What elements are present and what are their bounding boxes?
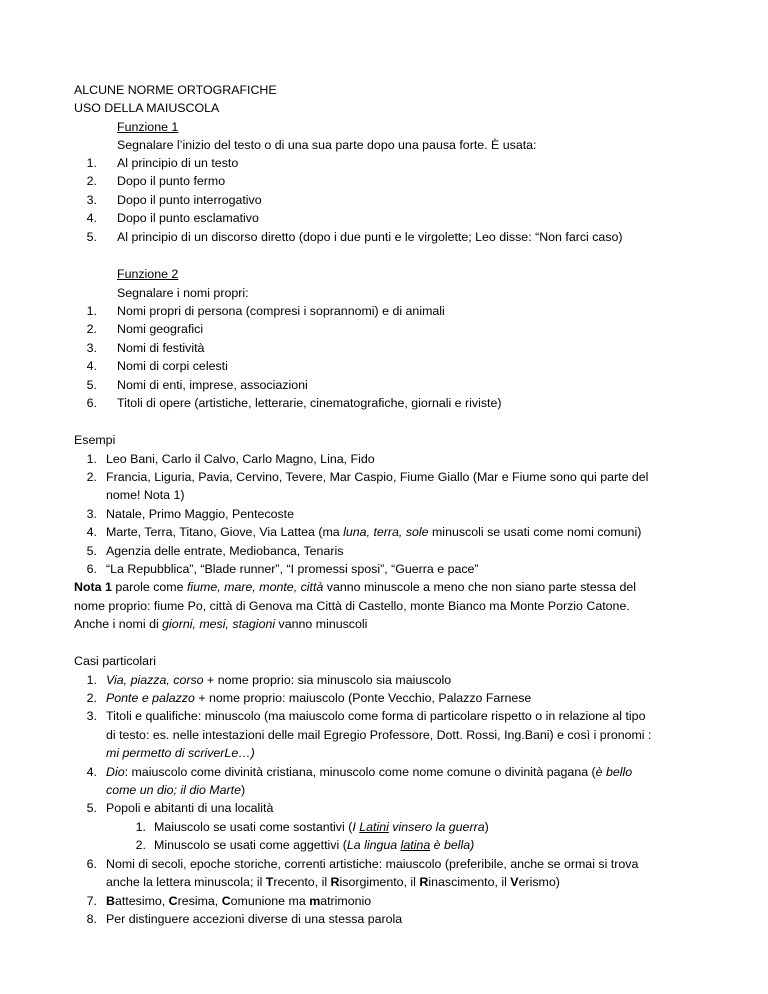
list-number: 8. [86, 912, 97, 926]
text-run: + nome proprio: sia minuscolo sia maiuscolo [203, 673, 452, 687]
list-item: Per distinguere accezioni diverse di una stessa parola [106, 912, 403, 926]
sublist-item [154, 837, 474, 853]
list-item: Al principio di un testo [117, 156, 239, 170]
bold-initial: B [106, 894, 115, 908]
text-run: vanno minuscole a meno che non siano parte stessa del [323, 580, 637, 594]
italic-run: I [352, 820, 360, 834]
text-run: Minuscolo se usati come aggettivi ( [154, 838, 347, 852]
list-item: Nomi di enti, imprese, associazioni [117, 378, 308, 392]
list-item: Agenzia delle entrate, Mediobanca, Tenaris [106, 544, 344, 558]
italic-run: fiume, mare, monte, città [186, 580, 324, 594]
esempi-heading: Esempi [74, 433, 116, 447]
list-item: Dopo il punto interrogativo [117, 193, 262, 207]
list-item [106, 893, 371, 909]
list-number: 2. [86, 174, 97, 188]
list-item: Titoli di opere (artistiche, letterarie, cinematografiche, giornali e riviste) [117, 396, 502, 410]
list-number: 2. [86, 691, 97, 705]
text-run: vanno minuscoli [275, 617, 368, 631]
underlined-italic-run: latina [400, 838, 431, 852]
text-run: isorgimento, il [339, 875, 420, 889]
casi-heading: Casi particolari [74, 654, 156, 668]
text-run: atrimonio [320, 894, 372, 908]
list-number: 2. [86, 322, 97, 336]
text-run: Marte, Terra, Titano, Giove, Via Lattea (ma [106, 525, 344, 539]
text-run: erismo) [518, 875, 560, 889]
list-number: 4. [86, 765, 97, 779]
text-run: attesimo, [114, 894, 169, 908]
bold-initial: T [265, 875, 274, 889]
text-run: inascimento, il [428, 875, 511, 889]
list-item-continuation [106, 782, 245, 798]
list-item-continuation: mi permetto di scriverLe…) [106, 746, 255, 760]
list-item-continuation: di testo: es. nelle intestazioni delle mail Egregio Professore, Dott. Rossi, Ing.Bani) e così i pronomi : [106, 728, 652, 742]
list-item: Al principio di un discorso diretto (dopo i due punti e le virgolette; Leo disse: “Non farci caso) [117, 230, 623, 244]
list-number: 3. [86, 193, 97, 207]
title-line-2: USO DELLA MAIUSCOLA [74, 101, 220, 115]
list-number: 3. [86, 341, 97, 355]
text-run: Maiuscolo se usati come sostantivi ( [154, 820, 353, 834]
list-item [106, 764, 632, 780]
list-number: 6. [86, 396, 97, 410]
list-item-continuation: nome! Nota 1) [106, 488, 185, 502]
list-number: 1. [86, 452, 97, 466]
sublist-number: 2. [135, 838, 146, 852]
list-number: 3. [86, 709, 97, 723]
funzione-2-description: Segnalare i nomi propri: [117, 286, 249, 300]
list-item: Nomi di secoli, epoche storiche, correnti artistiche: maiuscolo (preferibile, anche se ormai si trova [106, 857, 639, 871]
italic-run: Dio [106, 765, 125, 779]
list-item: Titoli e qualifiche: minuscolo (ma maiuscolo come forma di particolare rispetto o in relazione al tipo [106, 709, 646, 723]
list-item: Nomi geografici [117, 322, 204, 336]
text-run: : maiuscolo come divinità cristiana, minuscolo come nome comune o divinità pagana ( [124, 765, 596, 779]
bold-initial: R [419, 875, 429, 889]
italic-run: luna, terra, sole [343, 525, 429, 539]
italic-run: La lingua [346, 838, 401, 852]
list-item: Nomi di corpi celesti [117, 359, 228, 373]
nota-label: Nota 1 [74, 580, 112, 594]
list-item: Leo Bani, Carlo il Calvo, Carlo Magno, Lina, Fido [106, 452, 375, 466]
italic-run: vinsero la guerra [388, 820, 485, 834]
text-run: minuscoli se usati come nomi comuni) [428, 525, 642, 539]
italic-run: Via, piazza, corso [106, 673, 204, 687]
list-number: 5. [86, 544, 97, 558]
italic-run: è bello [595, 765, 633, 779]
sublist-number: 1. [135, 820, 146, 834]
title-line-1: ALCUNE NORME ORTOGRAFICHE [74, 83, 277, 97]
text-run: recento, il [273, 875, 331, 889]
italic-run: è bella) [430, 838, 475, 852]
funzione-1-description: Segnalare l’inizio del testo o di una sua parte dopo una pausa forte. È usata: [117, 138, 537, 152]
list-item [106, 672, 451, 688]
list-number: 1. [86, 673, 97, 687]
bold-initial: V [510, 875, 519, 889]
italic-run: giorni, mesi, stagioni [162, 617, 276, 631]
bold-initial: C [168, 894, 178, 908]
list-item: “La Repubblica”, “Blade runner”, “I promessi sposi”, “Guerra e pace” [106, 562, 479, 576]
italic-run: Ponte e palazzo [106, 691, 195, 705]
list-number: 4. [86, 211, 97, 225]
bold-initial: C [221, 894, 231, 908]
list-item: Natale, Primo Maggio, Pentecoste [106, 507, 295, 521]
nota-line-1 [74, 579, 636, 595]
list-number: 6. [86, 857, 97, 871]
bold-initial: m [309, 894, 321, 908]
funzione-1-heading: Funzione 1 [117, 120, 179, 134]
list-item: Dopo il punto esclamativo [117, 211, 259, 225]
list-number: 7. [86, 894, 97, 908]
text-run: ) [240, 783, 246, 797]
text-run: ) [484, 820, 489, 834]
list-item: Dopo il punto fermo [117, 174, 226, 188]
list-item: Nomi di festività [117, 341, 205, 355]
list-number: 3. [86, 507, 97, 521]
list-number: 2. [86, 470, 97, 484]
list-number: 1. [86, 156, 97, 170]
list-number: 6. [86, 562, 97, 576]
list-number: 4. [86, 359, 97, 373]
text-run: resima, [177, 894, 222, 908]
list-item: Francia, Liguria, Pavia, Cervino, Tevere, Mar Caspio, Fiume Giallo (Mar e Fiume sono qui parte del [106, 470, 649, 484]
list-item [106, 524, 641, 540]
bold-initial: R [330, 875, 340, 889]
list-number: 1. [86, 304, 97, 318]
list-number: 5. [86, 230, 97, 244]
list-number: 5. [86, 801, 97, 815]
list-item: Nomi propri di persona (compresi i soprannomi) e di animali [117, 304, 445, 318]
list-number: 5. [86, 378, 97, 392]
text-run: Anche i nomi di [74, 617, 163, 631]
nota-line-3 [74, 616, 367, 632]
sublist-item [154, 819, 489, 835]
list-item: Popoli e abitanti di una località [106, 801, 274, 815]
text-run: + nome proprio: maiuscolo (Ponte Vecchio, Palazzo Farnese [194, 691, 532, 705]
funzione-2-heading: Funzione 2 [117, 267, 179, 281]
text-run: parole come [111, 580, 187, 594]
underlined-italic-run: Latini [359, 820, 389, 834]
list-number: 4. [86, 525, 97, 539]
italic-run: come un dio; il dio Marte [106, 783, 241, 797]
list-item [106, 690, 531, 706]
text-run: omunione ma [230, 894, 310, 908]
list-item-continuation [106, 874, 560, 890]
text-run: anche la lettera minuscola; il [106, 875, 266, 889]
nota-line-2: nome proprio: fiume Po, città di Genova ma Città di Castello, monte Bianco ma Monte Porzio Catone. [74, 599, 630, 613]
